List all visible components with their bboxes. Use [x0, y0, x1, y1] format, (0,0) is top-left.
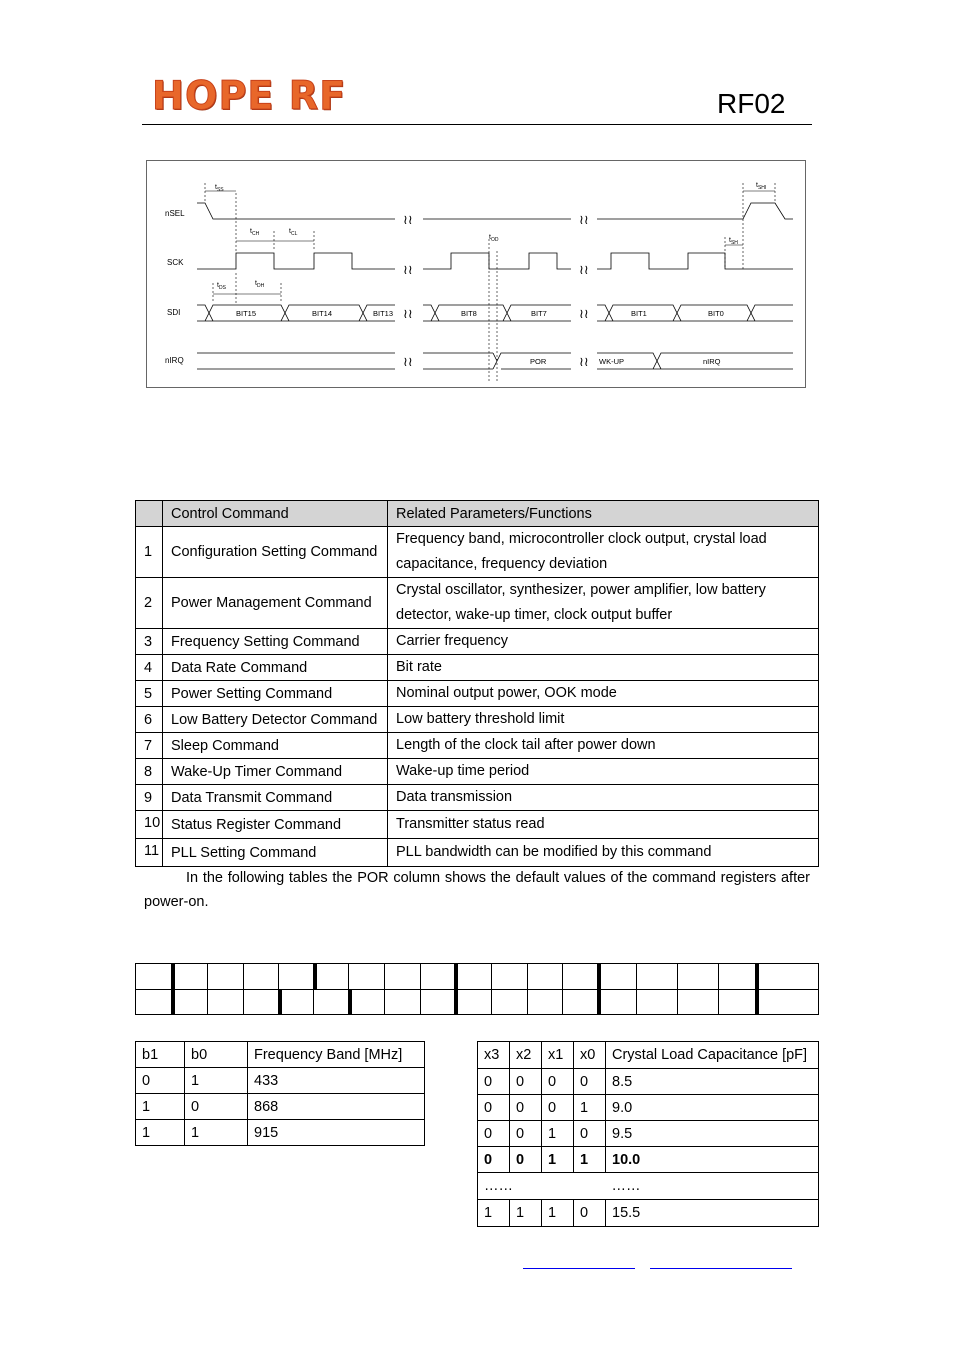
header-cell [136, 501, 163, 527]
command-name: Low Battery Detector Command [163, 707, 388, 733]
table-cell: 1 [136, 1120, 185, 1146]
signal-sck-label: SCK [167, 258, 184, 267]
row-number: 8 [136, 759, 163, 785]
header-cell: x2 [510, 1042, 542, 1069]
table-header-row [136, 1042, 425, 1068]
table-row [136, 1094, 425, 1120]
command-description: Nominal output power, OOK mode [388, 681, 819, 707]
command-description: Transmitter status read [388, 811, 819, 839]
table-cell: 1 [510, 1200, 542, 1227]
row-number: 6 [136, 707, 163, 733]
header-cell: b1 [136, 1042, 185, 1068]
tshi-label: $t_{SHI}$ [756, 182, 767, 191]
table-header-row [136, 501, 819, 527]
table-row [478, 1173, 819, 1200]
command-name: Data Transmit Command [163, 785, 388, 811]
table-cell: 0 [542, 1095, 574, 1121]
command-description: PLL bandwidth can be modified by this command [388, 839, 819, 867]
table-row [478, 1095, 819, 1121]
command-description: Low battery threshold limit [388, 707, 819, 733]
header-cell: x3 [478, 1042, 510, 1069]
table-cell: 1 [542, 1147, 574, 1173]
command-description: Bit rate [388, 655, 819, 681]
header-divider [142, 124, 812, 125]
table-cell: 433 [248, 1068, 425, 1094]
command-name: Power Setting Command [163, 681, 388, 707]
por-note-paragraph [144, 866, 810, 914]
table-row [136, 1120, 425, 1146]
break-mark: ≀≀ [403, 354, 413, 369]
command-name: Sleep Command [163, 733, 388, 759]
command-name: Configuration Setting Command [163, 527, 388, 578]
table-cell: 0 [574, 1069, 606, 1095]
command-description: Data transmission [388, 785, 819, 811]
tds-label: $t_{DS}$ [217, 282, 226, 291]
row-number: 1 [136, 527, 163, 578]
break-mark: ≀≀ [403, 212, 413, 227]
table-cell: 1 [574, 1147, 606, 1173]
table-row [136, 811, 819, 839]
table-cell: 1 [136, 1094, 185, 1120]
break-mark: ≀≀ [579, 262, 589, 277]
break-mark: ≀≀ [403, 306, 413, 321]
table-cell: 868 [248, 1094, 425, 1120]
command-description: Length of the clock tail after power down [388, 733, 819, 759]
table-cell: 0 [574, 1121, 606, 1147]
break-mark: ≀≀ [579, 212, 589, 227]
command-name: Status Register Command [163, 811, 388, 839]
tch-label: $t_{CH}$ [250, 228, 260, 237]
command-name: Frequency Setting Command [163, 629, 388, 655]
tdh-label: $t_{DH}$ [255, 280, 265, 289]
command-name: Power Management Command [163, 578, 388, 629]
footer-link-underline[interactable] [650, 1268, 792, 1269]
row-number: 2 [136, 578, 163, 629]
frequency-band-table [135, 1041, 425, 1146]
row-number: 9 [136, 785, 163, 811]
sdi-waveform [197, 305, 793, 321]
table-cell: 0 [136, 1068, 185, 1094]
command-name: Data Rate Command [163, 655, 388, 681]
row-number: 4 [136, 655, 163, 681]
table-cell: 0 [542, 1069, 574, 1095]
header-cell: Crystal Load Capacitance [pF] [606, 1042, 819, 1069]
table-cell: 1 [542, 1200, 574, 1227]
table-cell: 0 [478, 1069, 510, 1095]
command-description: Frequency band, microcontroller clock output, crystal load capacitance, frequency deviation [388, 527, 819, 578]
table-cell: 10.0 [606, 1147, 819, 1173]
crystal-load-capacitance-table [477, 1041, 819, 1227]
row-number: 11 [136, 839, 163, 867]
table-cell: 9.0 [606, 1095, 819, 1121]
table-row [478, 1147, 819, 1173]
bit-label: BIT14 [312, 309, 333, 318]
bit-label: BIT13 [373, 309, 394, 318]
table-row [478, 1069, 819, 1095]
signal-nirq-label: nIRQ [165, 356, 184, 365]
table-cell: 0 [185, 1094, 248, 1120]
command-description: Carrier frequency [388, 629, 819, 655]
header-cell: x0 [574, 1042, 606, 1069]
break-mark: ≀≀ [579, 306, 589, 321]
por-note-text: In the following tables the POR column shows the default values of the command registers after power-on. [144, 870, 810, 910]
ellipsis-cell: …… [478, 1173, 606, 1200]
header-cell: Related Parameters/Functions [388, 501, 819, 527]
model-number: RF02 [717, 88, 786, 119]
table-row [136, 785, 819, 811]
table-cell: 1 [185, 1068, 248, 1094]
row-number: 3 [136, 629, 163, 655]
nsel-waveform [197, 203, 793, 219]
bit-label: BIT15 [236, 309, 257, 318]
table-row [478, 1200, 819, 1227]
irq-label-nirq: nIRQ [703, 357, 721, 366]
table-cell: 0 [478, 1095, 510, 1121]
table-cell: 0 [510, 1069, 542, 1095]
signal-nsel-label: nSEL [165, 209, 185, 218]
table-cell: 0 [574, 1200, 606, 1227]
table-cell: 0 [510, 1147, 542, 1173]
hope-rf-logo: HOPE RF [152, 74, 347, 119]
table-row [136, 629, 819, 655]
table-row [136, 707, 819, 733]
control-command-table [135, 500, 819, 867]
table-row [136, 578, 819, 629]
break-mark: ≀≀ [579, 354, 589, 369]
table-row [136, 527, 819, 578]
table-cell: 1 [478, 1200, 510, 1227]
row-number: 7 [136, 733, 163, 759]
command-description: Crystal oscillator, synthesizer, power amplifier, low battery detector, wake-up timer, clock output buffer [388, 578, 819, 629]
tod-label: $t_{OD}$ [489, 234, 499, 243]
header-cell: Control Command [163, 501, 388, 527]
bit-label: BIT1 [631, 309, 647, 318]
table-row [136, 1068, 425, 1094]
irq-label-wkup: WK-UP [599, 357, 624, 366]
table-cell: 15.5 [606, 1200, 819, 1227]
header-cell: Frequency Band [MHz] [248, 1042, 425, 1068]
table-cell: 1 [542, 1121, 574, 1147]
tsh-label: $t_{SH}$ [729, 237, 738, 246]
break-mark: ≀≀ [403, 262, 413, 277]
table-cell: 1 [574, 1095, 606, 1121]
table-cell: 9.5 [606, 1121, 819, 1147]
bit-label: BIT0 [708, 309, 724, 318]
header-cell: b0 [185, 1042, 248, 1068]
table-cell: 0 [510, 1095, 542, 1121]
table-row [136, 681, 819, 707]
header-cell: x1 [542, 1042, 574, 1069]
bit-label: BIT8 [461, 309, 477, 318]
table-header-row [478, 1042, 819, 1069]
table-cell: 8.5 [606, 1069, 819, 1095]
irq-label-por: POR [530, 357, 547, 366]
tcl-label: $t_{CL}$ [289, 228, 298, 237]
table-row [478, 1121, 819, 1147]
command-description: Wake-up time period [388, 759, 819, 785]
sck-waveform [197, 253, 793, 269]
table-row [136, 655, 819, 681]
footer-link-underline[interactable] [523, 1268, 635, 1269]
row-number: 10 [136, 811, 163, 839]
command-name: PLL Setting Command [163, 839, 388, 867]
table-cell: 0 [510, 1121, 542, 1147]
table-row [136, 759, 819, 785]
table-row [136, 733, 819, 759]
tss-label: $t_{SS}$ [215, 184, 224, 193]
table-cell: 1 [185, 1120, 248, 1146]
table-cell: 0 [478, 1121, 510, 1147]
ellipsis-cell: …… [606, 1173, 819, 1200]
bit-label: BIT7 [531, 309, 547, 318]
signal-sdi-label: SDI [167, 308, 181, 317]
command-name: Wake-Up Timer Command [163, 759, 388, 785]
table-cell: 915 [248, 1120, 425, 1146]
spi-timing-diagram [146, 160, 806, 388]
table-row [136, 839, 819, 867]
register-bit-grid [135, 963, 819, 1015]
table-cell: 0 [478, 1147, 510, 1173]
row-number: 5 [136, 681, 163, 707]
